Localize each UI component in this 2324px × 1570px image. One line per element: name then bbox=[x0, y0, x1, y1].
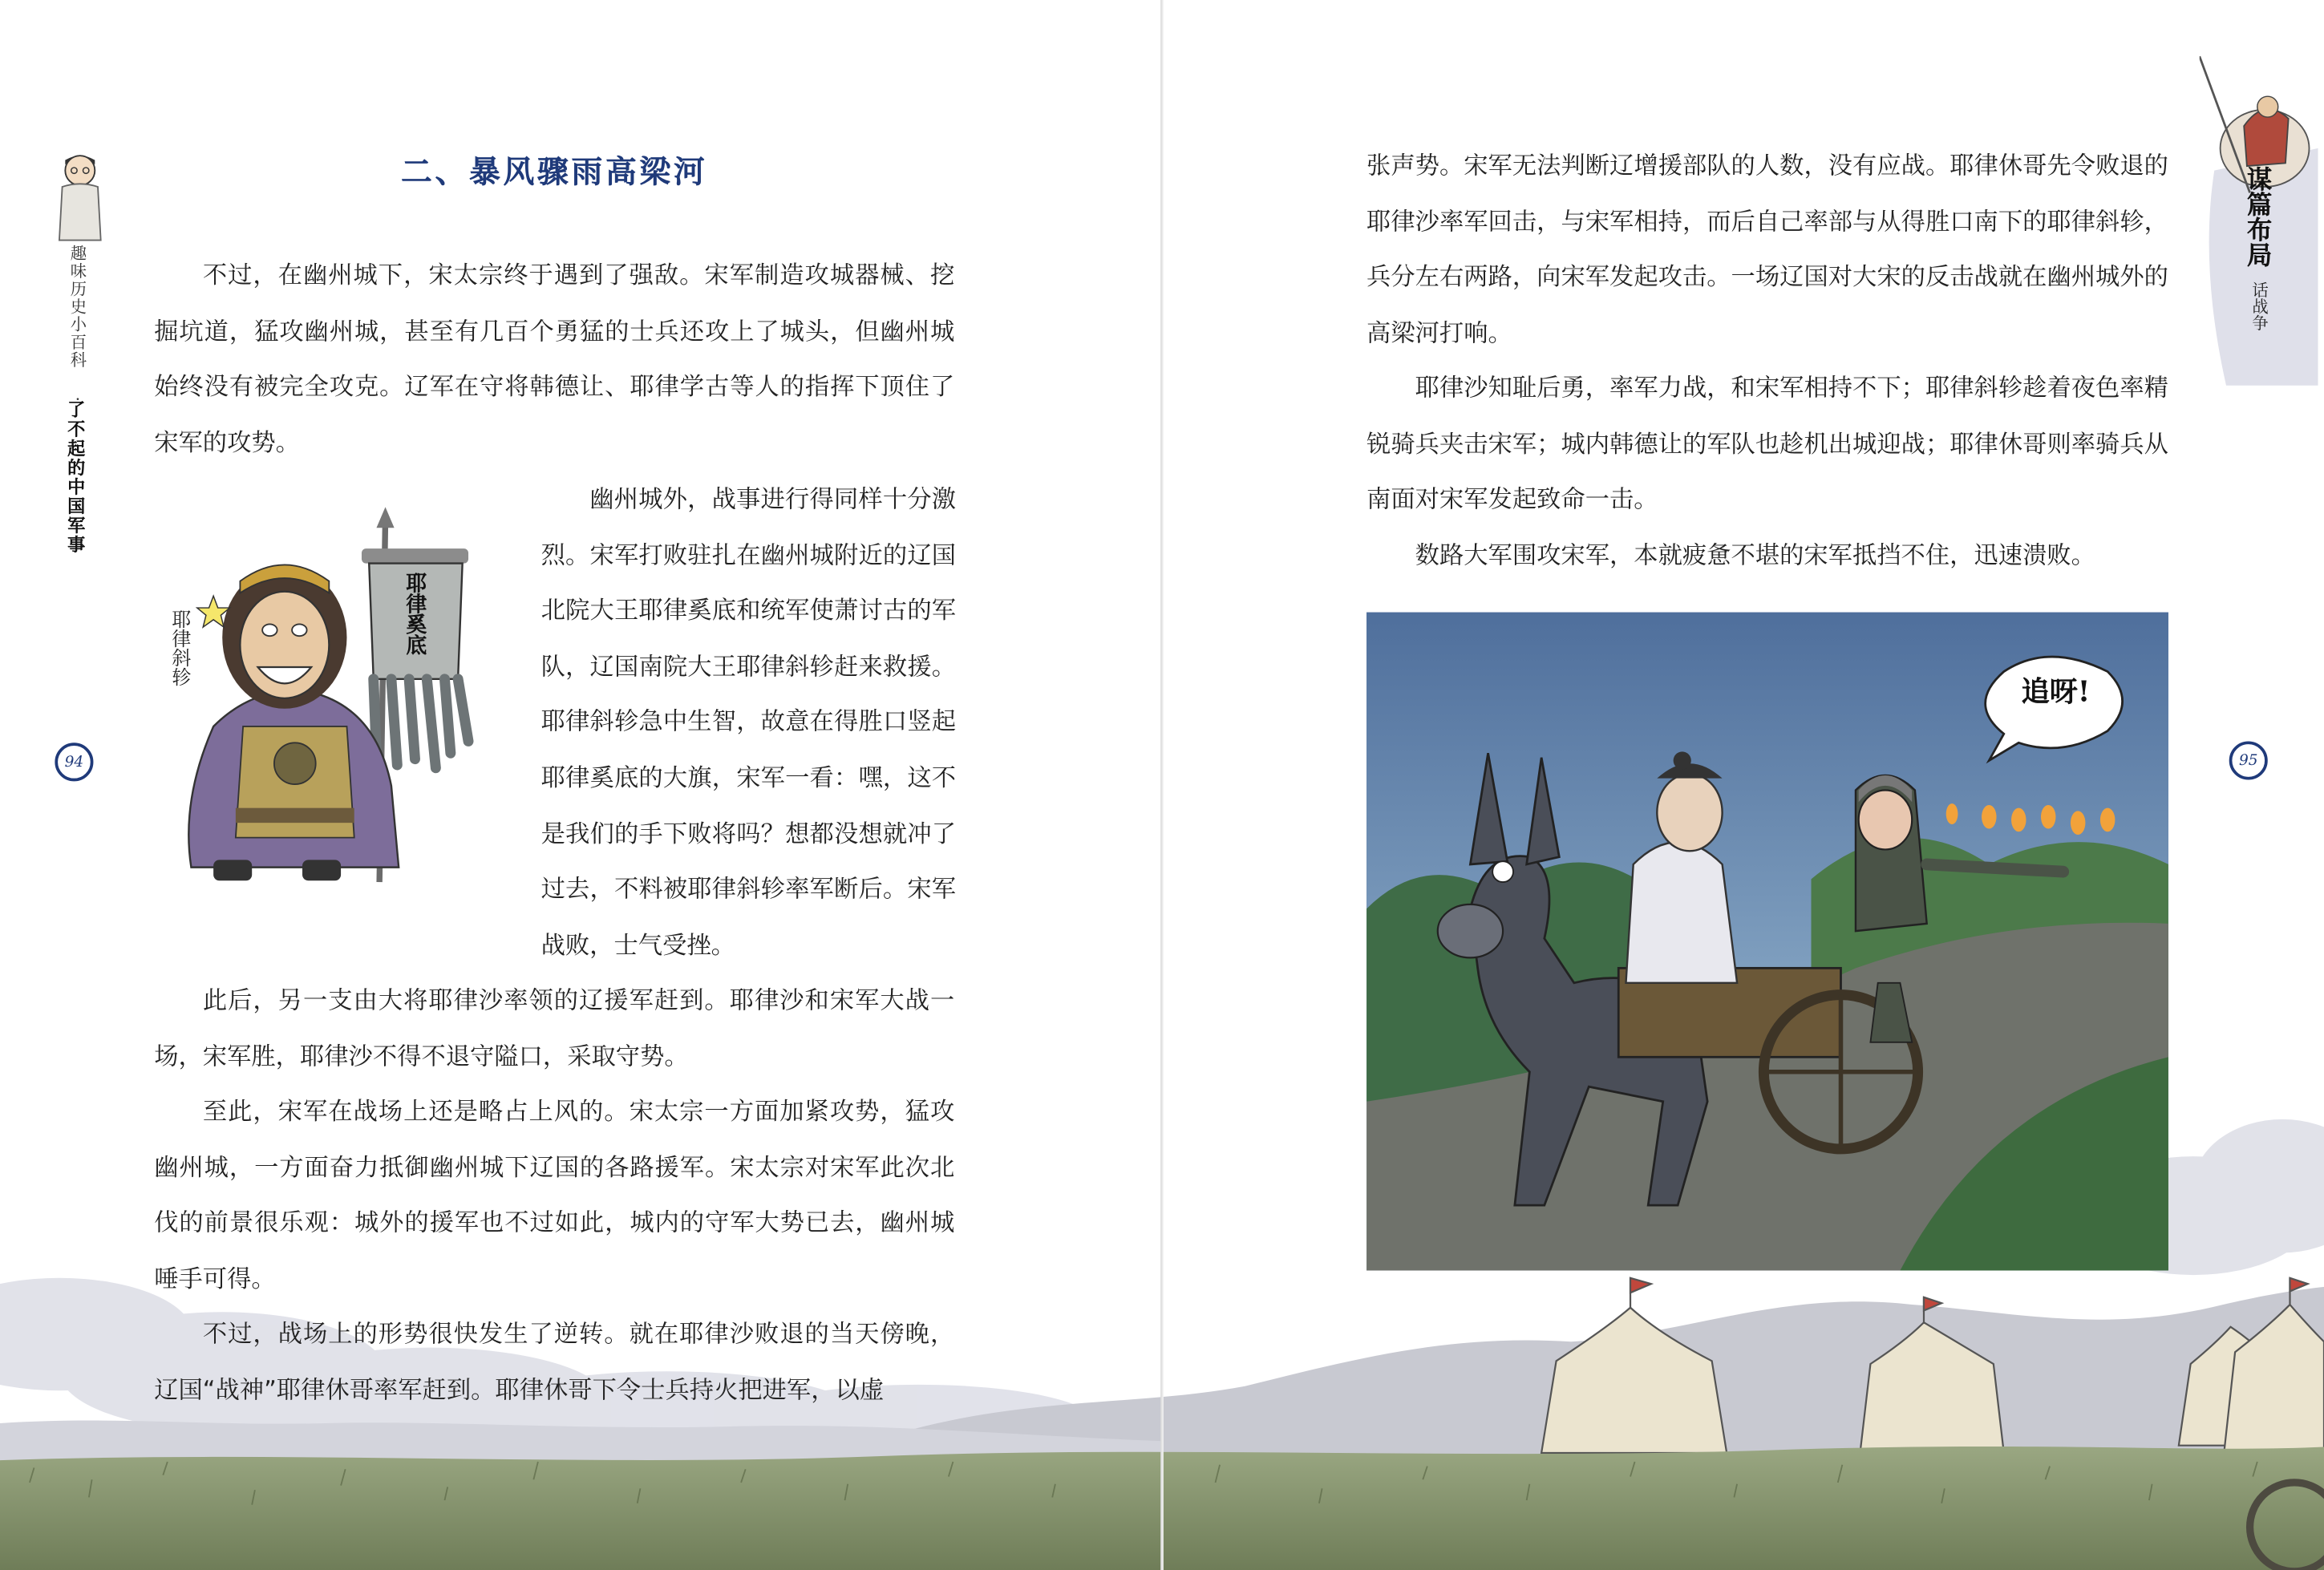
paragraph: 至此，宋军在战场上还是略占上风的。宋太宗一方面加紧攻势，猛攻幽州城，一方面奋力抵御幽州城下辽国的各路援军。宋太宗对宋军此次北伐的前景很乐观：城外的援军也不过如此，城内的守军大势已去，幽州城唾手可得。 bbox=[154, 1097, 955, 1293]
speech-bubble-text: 追呀! bbox=[2021, 676, 2091, 709]
book-gutter bbox=[1160, 0, 1164, 1570]
scholar-avatar-icon bbox=[54, 152, 107, 244]
section-title: 二、暴风骤雨高梁河 bbox=[400, 152, 708, 190]
page-number-right: 95 bbox=[2229, 741, 2268, 779]
paragraph: 张声势。宋军无法判断辽增援部队的人数，没有应战。耶律休哥先令败退的耶律沙率军回击，与宋军相持，而后自己率部与从得胜口南下的耶律斜轸，兵分左右两路，向宋军发起攻击。一场辽国对大宋的反击战就在幽州城外的高梁河打响。 bbox=[1366, 151, 2168, 347]
chapter-title: 谋篇布局 bbox=[2241, 166, 2271, 267]
paragraph: 幽州城外，战事进行得同样十分激烈。宋军打败驻扎在幽州城附近的辽国北院大王耶律奚底和统军使萧讨古的军队，辽国南院大王耶律斜轸赶来救援。耶律斜轸急中生智，故意在得胜口竖起耶律奚底的大旗，宋军一看：嘿，这不是我们的手下败将吗？想都没想就冲了过去，不料被耶律斜轸率军断后。宋军战败，士气受挫。 bbox=[541, 484, 957, 959]
general-with-banner-illustration bbox=[154, 504, 524, 890]
series-subtitle: 了不起的中国军事 bbox=[65, 400, 87, 555]
paragraph: 数路大军围攻宋军，本就疲惫不堪的宋军抵挡不住，迅速溃败。 bbox=[1415, 540, 2095, 569]
tent-icons bbox=[1541, 1278, 2324, 1460]
chapter-subtitle: 话战争 bbox=[2249, 281, 2269, 331]
page-number-left: 94 bbox=[55, 743, 93, 781]
banner-label: 耶律奚底 bbox=[403, 572, 427, 656]
paragraph: 耶律沙知耻后勇，率军力战，和宋军相持不下；耶律斜轸趁着夜色率精锐骑兵夹击宋军；城内韩德让的军队也趁机出城迎战；耶律休哥则率骑兵从南面对宋军发起致命一击。 bbox=[1366, 373, 2168, 514]
donkey-cart-chase-illustration bbox=[1366, 613, 2168, 1271]
illustration-caption: 耶律斜轸 bbox=[167, 609, 190, 687]
paragraph: 此后，另一支由大将耶律沙率领的辽援军赶到。耶律沙和宋军大战一场，宋军胜，耶律沙不得不退守隘口，采取守势。 bbox=[154, 985, 955, 1070]
paragraph: 不过，战场上的形势很快发生了逆转。就在耶律沙败退的当天傍晚，辽国“战神”耶律休哥率军赶到。耶律休哥下令士兵持火把进军，以虚 bbox=[154, 1319, 955, 1404]
series-title: 趣味历史小百科 · bbox=[68, 245, 88, 411]
paragraph: 不过，在幽州城下，宋太宗终于遇到了强敌。宋军制造攻城器械、挖掘坑道，猛攻幽州城，甚至有几百个勇猛的士兵还攻上了城头，但幽州城始终没有被完全攻克。辽军在守将韩德让、耶律学古等人的指挥下顶住了宋军的攻势。 bbox=[154, 261, 955, 457]
